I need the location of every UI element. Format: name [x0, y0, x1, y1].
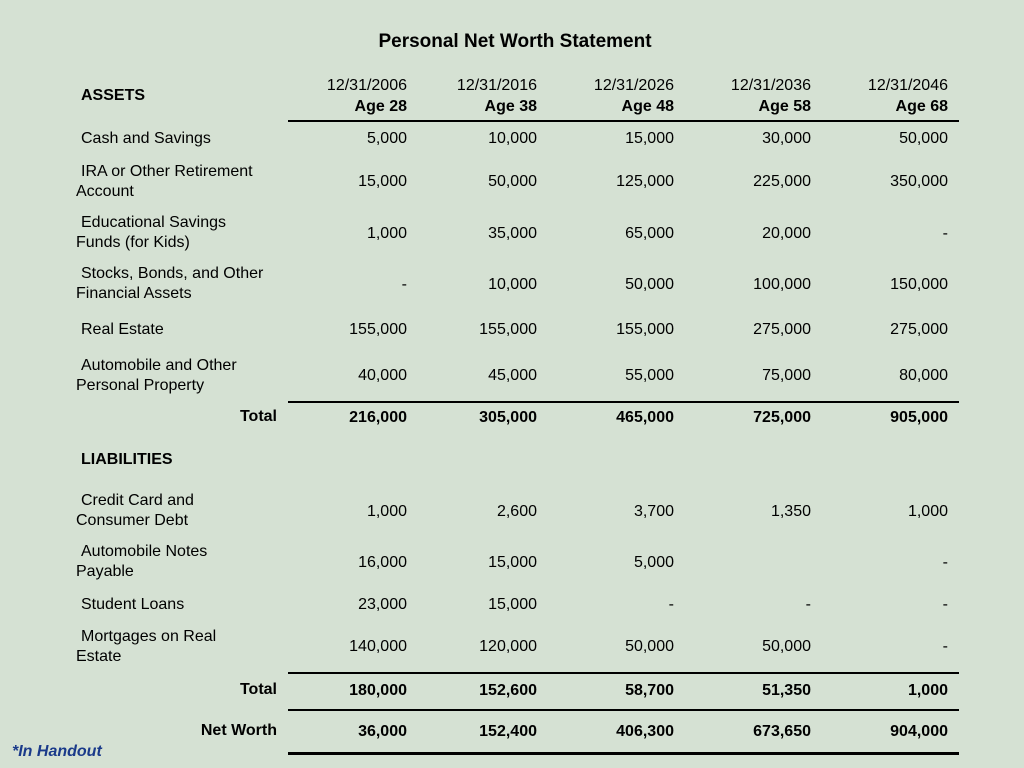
row-label: Automobile Notes Payable — [76, 543, 208, 580]
cell-value: 20,000 — [762, 225, 811, 242]
cell-value: 1,350 — [770, 503, 811, 520]
net-worth-value: 673,650 — [753, 723, 811, 740]
cell-value: 100,000 — [753, 276, 811, 293]
net-worth-value: 152,400 — [479, 723, 537, 740]
cell-value: 45,000 — [488, 367, 537, 384]
total-value: 180,000 — [349, 682, 407, 699]
total-value: 905,000 — [890, 409, 948, 426]
cell-value: 30,000 — [762, 130, 811, 147]
row-label: Stocks, Bonds, and Other Financial Assets — [76, 265, 264, 302]
cell-value: 5,000 — [366, 130, 407, 147]
net-worth-value: 36,000 — [358, 723, 407, 740]
total-value: 305,000 — [479, 409, 537, 426]
cell-value: 2,600 — [496, 503, 537, 520]
cell-value: - — [401, 276, 407, 293]
cell-value: 1,000 — [366, 225, 407, 242]
row-label: Credit Card and Consumer Debt — [76, 492, 194, 529]
net-worth-value: 904,000 — [890, 723, 948, 740]
liabilities-total-divider — [288, 672, 959, 674]
cell-value: - — [668, 596, 674, 613]
column-age: Age 28 — [354, 98, 407, 115]
liabilities-header: LIABILITIES — [81, 451, 173, 468]
column-age: Age 48 — [621, 98, 674, 115]
row-label: Automobile and Other Personal Property — [76, 357, 237, 394]
cell-value: 65,000 — [625, 225, 674, 242]
cell-value: 50,000 — [625, 276, 674, 293]
cell-value: 15,000 — [488, 596, 537, 613]
column-age: Age 68 — [895, 98, 948, 115]
cell-value: 16,000 — [358, 554, 407, 571]
net-worth-label: Net Worth — [200, 722, 277, 739]
assets-total-divider — [288, 401, 959, 403]
statement-title: Personal Net Worth Statement — [378, 31, 652, 52]
row-label: Cash and Savings — [81, 130, 211, 147]
cell-value: 23,000 — [358, 596, 407, 613]
cell-value: 155,000 — [349, 321, 407, 338]
handout-footnote: *In Handout — [12, 743, 102, 760]
cell-value: 35,000 — [488, 225, 537, 242]
column-age: Age 58 — [758, 98, 811, 115]
row-label: IRA or Other Retirement Account — [76, 163, 253, 200]
total-label: Total — [239, 408, 277, 425]
cell-value: 140,000 — [349, 638, 407, 655]
total-value: 58,700 — [625, 682, 674, 699]
cell-value: 15,000 — [358, 173, 407, 190]
cell-value: 10,000 — [488, 276, 537, 293]
cell-value: - — [942, 638, 948, 655]
cell-value: - — [942, 225, 948, 242]
column-date: 12/31/2016 — [456, 77, 537, 94]
cell-value: 155,000 — [479, 321, 537, 338]
total-value: 216,000 — [349, 409, 407, 426]
net-worth-value: 406,300 — [616, 723, 674, 740]
row-label: Student Loans — [81, 596, 185, 613]
cell-value: 75,000 — [762, 367, 811, 384]
total-value: 1,000 — [907, 682, 948, 699]
column-age: Age 38 — [484, 98, 537, 115]
total-value: 465,000 — [616, 409, 674, 426]
column-date: 12/31/2026 — [593, 77, 674, 94]
total-value: 51,350 — [762, 682, 811, 699]
cell-value: 1,000 — [907, 503, 948, 520]
column-date: 12/31/2036 — [730, 77, 811, 94]
cell-value: 225,000 — [753, 173, 811, 190]
cell-value: 50,000 — [625, 638, 674, 655]
cell-value: 155,000 — [616, 321, 674, 338]
cell-value: 120,000 — [479, 638, 537, 655]
total-value: 725,000 — [753, 409, 811, 426]
net-worth-underline — [288, 752, 959, 755]
cell-value: - — [942, 554, 948, 571]
row-label: Educational Savings Funds (for Kids) — [76, 214, 226, 251]
cell-value: 1,000 — [366, 503, 407, 520]
cell-value: 40,000 — [358, 367, 407, 384]
cell-value: - — [805, 596, 811, 613]
cell-value: 350,000 — [890, 173, 948, 190]
cell-value: 80,000 — [899, 367, 948, 384]
cell-value: 150,000 — [890, 276, 948, 293]
assets-header: ASSETS — [81, 87, 146, 104]
cell-value: 275,000 — [890, 321, 948, 338]
column-date: 12/31/2006 — [326, 77, 407, 94]
column-date: 12/31/2046 — [867, 77, 948, 94]
row-label: Real Estate — [81, 321, 164, 338]
cell-value: 275,000 — [753, 321, 811, 338]
cell-value: 10,000 — [488, 130, 537, 147]
cell-value: 15,000 — [488, 554, 537, 571]
total-value: 152,600 — [479, 682, 537, 699]
cell-value: 50,000 — [899, 130, 948, 147]
cell-value: 5,000 — [633, 554, 674, 571]
header-divider — [288, 120, 959, 122]
net-worth-divider — [288, 709, 959, 711]
cell-value: 125,000 — [616, 173, 674, 190]
cell-value: 50,000 — [488, 173, 537, 190]
cell-value: 3,700 — [633, 503, 674, 520]
cell-value: 15,000 — [625, 130, 674, 147]
row-label: Mortgages on Real Estate — [76, 628, 217, 665]
total-label: Total — [239, 681, 277, 698]
cell-value: - — [942, 596, 948, 613]
cell-value: 50,000 — [762, 638, 811, 655]
cell-value: 55,000 — [625, 367, 674, 384]
